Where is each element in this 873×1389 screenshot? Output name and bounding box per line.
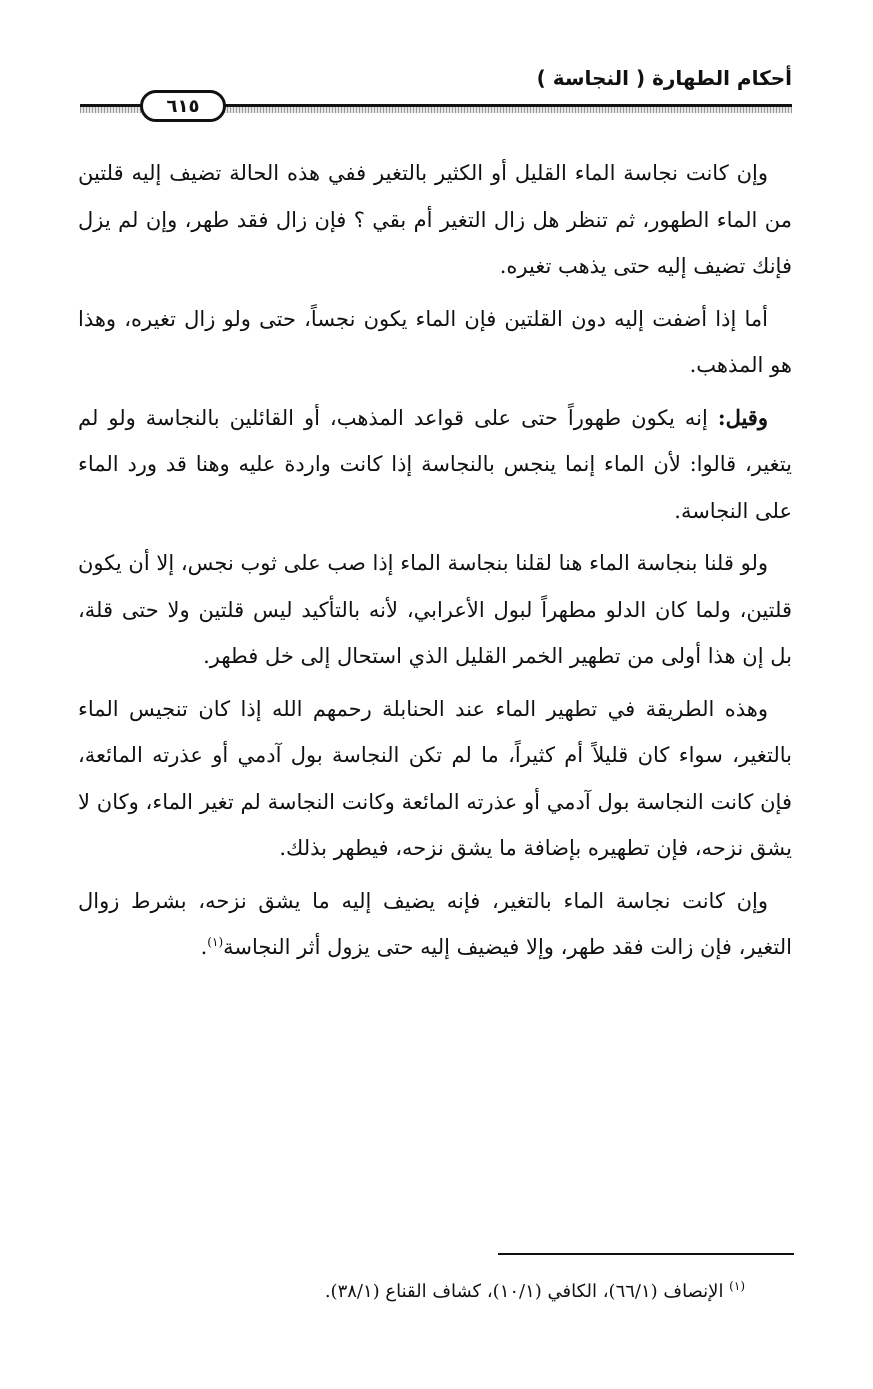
running-title: أحكام الطهارة ( النجاسة ) xyxy=(536,66,792,90)
footnote-separator xyxy=(498,1253,794,1255)
paragraph-2 xyxy=(78,296,792,389)
paragraph-text: ولو قلنا بنجاسة الماء هنا لقلنا بنجاسة الماء إذا صب على ثوب نجس، إلا أن يكون قلتين، ولما كان الدلو مطهراً لبول الأعرابي، لأنه بالتأكيد ليس قلتين ولا حتى قلة، بل إن هذا أولى من تطهير الخمر القليل الذي استحال إلى خل فطهر. xyxy=(78,551,792,668)
footnote-text: الإنصاف (٦٦/١)، الكافي (١٠/١)، كشاف القناع (٣٨/١). xyxy=(324,1281,730,1302)
paragraph-5 xyxy=(78,686,792,872)
page-number: ٦١٥ xyxy=(166,95,200,117)
bold-term: وقيل: xyxy=(717,404,768,430)
paragraph-text: أما إذا أضفت إليه دون القلتين فإن الماء يكون نجساً، حتى ولو زال تغيره، وهذا هو المذهب. xyxy=(78,306,792,377)
footnote-marker: (١) xyxy=(729,1279,745,1293)
paragraph-6 xyxy=(78,878,792,971)
paragraph-text: وإن كانت نجاسة الماء القليل أو الكثير بالتغير ففي هذه الحالة تضيف إليه قلتين من الماء الطهور، ثم تنظر هل زال التغير أم بقي ؟ فإن زال فقد طهر، وإن لم يزل فإنك تضيف إليه حتى يذهب تغيره. xyxy=(78,161,792,278)
body-text xyxy=(78,150,792,977)
paragraph-tail: . xyxy=(200,935,208,959)
page-number-badge xyxy=(140,90,226,122)
paragraph-text: وهذه الطريقة في تطهير الماء عند الحنابلة رحمهم الله إذا كان تنجيس الماء بالتغير، سواء كان قليلاً أم كثيراً، ما لم تكن النجاسة بول آدمي أو عذرته المائعة، فإن كانت النجاسة بول آدمي أو عذرته المائعة وكانت النجاسة لم تغير الماء، وكان لا يشق نزحه، فإن تطهيره بإضافة ما يشق نزحه، فيطهر بذلك. xyxy=(78,696,792,860)
paragraph-4 xyxy=(78,540,792,680)
footnote-reference: (١) xyxy=(207,935,224,949)
paragraph-1 xyxy=(78,150,792,290)
footnote xyxy=(185,1278,745,1306)
page-header xyxy=(80,66,792,126)
paragraph-text: وإن كانت نجاسة الماء بالتغير، فإنه يضيف إليه ما يشق نزحه، بشرط زوال التغير، فإن زالت فقد طهر، وإلا فيضيف إليه حتى يزول أثر النجاسة xyxy=(78,888,792,959)
paragraph-3 xyxy=(78,395,792,535)
paragraph-text: إنه يكون طهوراً حتى على قواعد المذهب، أو القائلين بالنجاسة ولو لم يتغير، قالوا: لأن الماء إنما ينجس بالنجاسة إذا كانت واردة عليه وهنا قد ورد الماء على النجاسة. xyxy=(78,405,792,523)
